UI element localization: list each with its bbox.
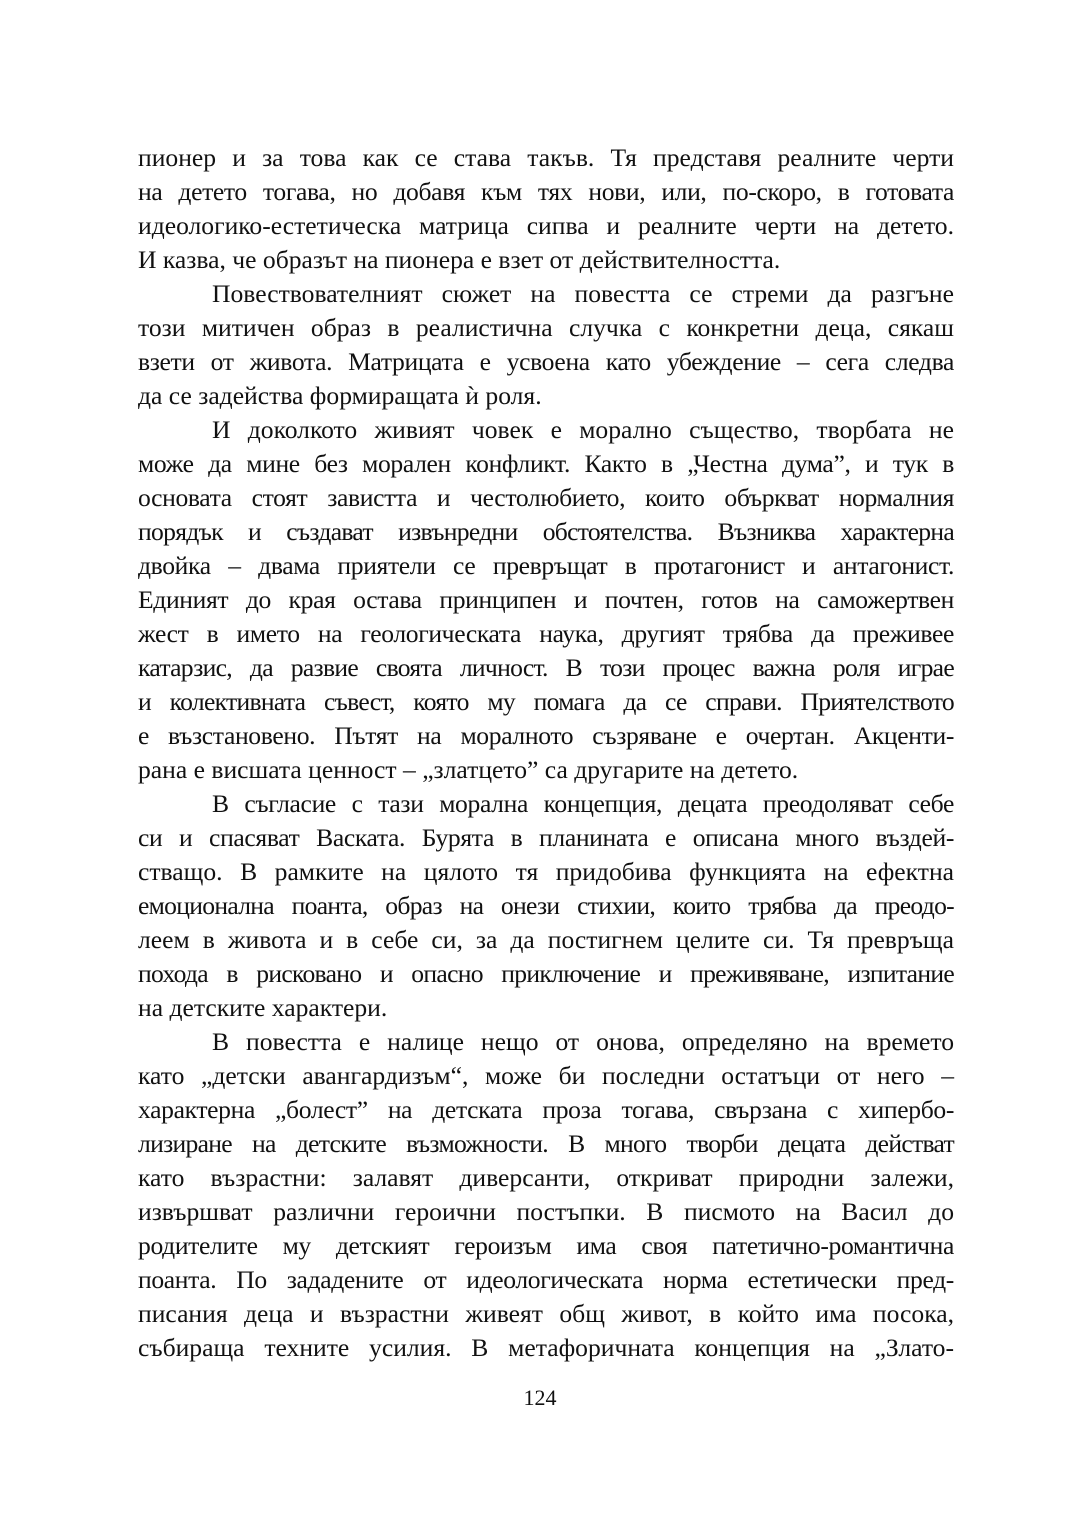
text-line: е възстановено. Пътят на моралното съзряване е очертан. Акценти- — [138, 721, 954, 750]
text-line: да се задейства формиращата ѝ роля. — [138, 381, 542, 410]
text-line: емоционална поанта, образ на онези стихии, които трябва да преодо- — [138, 891, 954, 920]
text-line: събираща техните усилия. В метафоричната концепция на „Злато- — [138, 1333, 954, 1362]
text-line: рана е висшата ценност – „златцето” са другарите на детето. — [138, 755, 799, 784]
text-line: основата стоят завистта и честолюбието, които объркват нормалния — [138, 483, 954, 512]
text-line: пионер и за това как се става такъв. Тя представя реалните черти — [138, 143, 954, 172]
page-number: 124 — [523, 1385, 557, 1410]
text-line: В съгласие с тази морална концепция, децата преодоляват себе — [212, 789, 954, 818]
text-line: стващо. В рамките на цялото тя придобива функцията на ефектна — [138, 857, 954, 886]
text-line: на детето тогава, но добавя към тях нови, или, по-скоро, в готовата — [138, 177, 954, 206]
body-text — [138, 141, 954, 1365]
text-line: като възрастни: залавят диверсанти, откриват природни залежи, — [138, 1163, 954, 1192]
paragraph-5 — [138, 1025, 954, 1365]
text-line: И казва, че образът на пионера е взет от действителността. — [138, 245, 781, 274]
text-line: И доколкото живият човек е морално същество, творбата не — [212, 415, 954, 444]
paragraph-1 — [138, 141, 954, 277]
text-line: поанта. По зададените от идеологическата норма естетически пред- — [138, 1265, 954, 1294]
text-line: порядък и създават извънредни обстоятелства. Възниква характерна — [138, 517, 954, 546]
text-line: на детските характери. — [138, 993, 388, 1022]
text-line: и колективната съвест, която му помага да се справи. Приятелството — [138, 687, 954, 716]
text-line: извършват различни героични постъпки. В писмото на Васил до — [138, 1197, 954, 1226]
paragraph-3 — [138, 413, 954, 787]
text-line: жест в името на геологическата наука, другият трябва да преживее — [138, 619, 954, 648]
text-line: похода в рисковано и опасно приключение и преживяване, изпитание — [138, 959, 954, 988]
text-line: този митичен образ в реалистична случка с конкретни деца, сякаш — [138, 313, 954, 342]
text-line: катарзис, да развие своята личност. В този процес важна роля играе — [138, 653, 954, 682]
text-line: идеологико-естетическа матрица сипва и реалните черти на детето. — [138, 211, 954, 240]
text-line: лизиране на детските възможности. В много творби децата действат — [138, 1129, 954, 1158]
text-line: взети от живота. Матрицата е усвоена като убеждение – сега следва — [138, 347, 954, 376]
text-line: си и спасяват Васката. Бурята в планината е описана много въздей- — [138, 823, 954, 852]
text-line: може да мине без морален конфликт. Както в „Честна дума”, и тук в — [138, 449, 954, 478]
text-line: Единият до края остава принципен и почтен, готов на саможертвен — [138, 585, 954, 614]
text-line: В повестта е налице нещо от онова, определяно на времето — [212, 1027, 954, 1056]
text-line: характерна „болест” на детската проза тогава, свързана с хипербо- — [138, 1095, 954, 1124]
text-line: двойка – двама приятели се превръщат в протагонист и антагонист. — [138, 551, 954, 580]
text-line: Повествователният сюжет на повестта се стреми да разгъне — [212, 279, 954, 308]
paragraph-2 — [138, 277, 954, 413]
text-line: леем в живота и в себе си, за да постигнем целите си. Тя превръща — [138, 925, 954, 954]
text-line: писания деца и възрастни живеят общ живот, в който има посока, — [138, 1299, 954, 1328]
text-line: като „детски авангардизъм“, може би последни остатъци от него – — [138, 1061, 954, 1090]
text-line: родителите му детският героизъм има своя патетично-романтична — [138, 1231, 954, 1260]
paragraph-4 — [138, 787, 954, 1025]
